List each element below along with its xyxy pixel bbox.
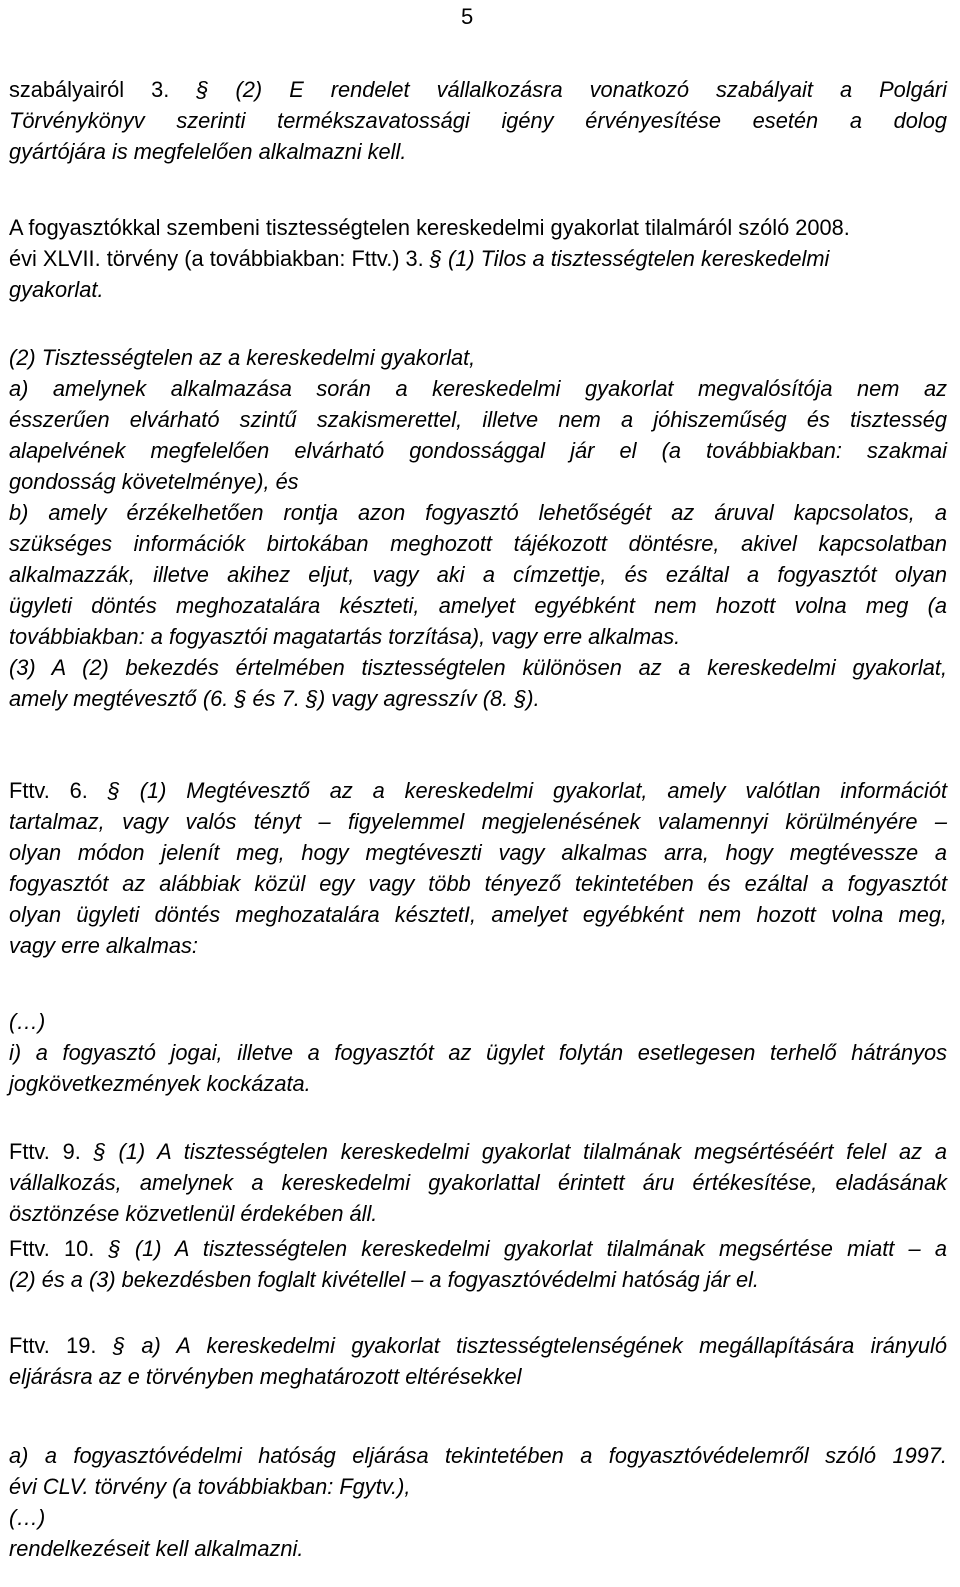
block-fttv-6: [9, 775, 947, 961]
text-line: [9, 899, 947, 930]
text-segment: alkalmazzák, illetve akihez eljut, vagy aki a címzettje, és ezáltal a fogyasztót olyan: [9, 562, 947, 587]
text-segment: § (1) A tisztességtelen kereskedelmi gyakorlat tilalmának megsértéséért felel az a: [93, 1139, 947, 1164]
text-segment: § (2) E rendelet vállalkozásra vonatkozó szabályait a Polgári: [196, 77, 947, 102]
text-line: [9, 243, 947, 274]
text-segment: gyártójára is megfelelően alkalmazni kell.: [9, 139, 407, 164]
text-segment: évi XLVII. törvény (a továbbiakban: Fttv.) 3.: [9, 246, 430, 271]
text-line: [9, 342, 947, 373]
block-rendelet: [9, 74, 947, 167]
text-segment: vagy erre alkalmas:: [9, 933, 198, 958]
text-segment: § (1) Megtévesztő az a kereskedelmi gyakorlat, amely valótlan információt: [107, 778, 948, 803]
text-segment: vállalkozás, amelynek a kereskedelmi gyakorlattal érintett áru értékesítése, eladásának: [9, 1170, 947, 1195]
text-segment: gondosság követelménye), és: [9, 469, 299, 494]
text-line: [9, 435, 947, 466]
block-fttv-6-i: [9, 1006, 947, 1099]
text-segment: Fttv. 6.: [9, 778, 108, 803]
text-line: [9, 136, 947, 167]
text-segment: (…): [9, 1009, 46, 1034]
block-fttv-10: [9, 1233, 947, 1295]
text-segment: ügyleti döntés meghozatalára készteti, amelyet egyébként nem hozott volna meg (a: [9, 593, 947, 618]
text-segment: szabályairól 3.: [9, 77, 197, 102]
text-segment: a) a fogyasztóvédelmi hatóság eljárása tekintetében a fogyasztóvédelemről szóló 1997.: [9, 1443, 947, 1468]
text-line: [9, 466, 947, 497]
text-segment: olyan ügyleti döntés meghozatalára késztetI, amelyet egyébként nem hozott volna meg,: [9, 902, 947, 927]
text-segment: (2) és a (3) bekezdésben foglalt kivétellel – a fogyasztóvédelmi hatóság jár el.: [9, 1267, 759, 1292]
text-line: [9, 404, 947, 435]
text-segment: szükséges információk birtokában meghozott tájékozott döntésre, akivel kapcsolatban: [9, 531, 947, 556]
text-segment: ösztönzése közvetlenül érdekében áll.: [9, 1201, 378, 1226]
text-line: [9, 930, 947, 961]
text-segment: ésszerűen elvárható szintű szakismerettel, illetve nem a jóhiszeműség és tisztesség: [9, 407, 947, 432]
text-segment: tartalmaz, vagy valós tényt – figyelemmel megjelenésének valamennyi körülményére –: [9, 809, 947, 834]
text-line: [9, 775, 947, 806]
text-segment: olyan módon jelenít meg, hogy megtéveszti vagy alkalmas arra, hogy megtévessze a: [9, 840, 947, 865]
block-fttv-19-a: [9, 1440, 947, 1564]
text-segment: b) amely érzékelhetően rontja azon fogyasztó lehetőségét az áruval kapcsolatos, a: [9, 500, 947, 525]
text-line: [9, 1264, 947, 1295]
text-segment: § (1) Tilos a tisztességtelen kereskedelmi: [429, 246, 830, 271]
text-line: [9, 497, 947, 528]
text-line: [9, 1533, 947, 1564]
text-line: [9, 590, 947, 621]
text-segment: i) a fogyasztó jogai, illetve a fogyasztót az ügylet folytán esetlegesen terhelő hátrányos: [9, 1040, 947, 1065]
text-line: [9, 1068, 947, 1099]
text-segment: Fttv. 10.: [9, 1236, 109, 1261]
text-line: [9, 1440, 947, 1471]
text-line: [9, 837, 947, 868]
text-line: [9, 1037, 947, 1068]
text-line: [9, 1198, 947, 1229]
text-segment: évi CLV. törvény (a továbbiakban: Fgytv.),: [9, 1474, 411, 1499]
text-segment: a) amelynek alkalmazása során a kereskedelmi gyakorlat megvalósítója nem az: [9, 376, 947, 401]
text-line: [9, 105, 947, 136]
text-segment: fogyasztót az alábbiak közül egy vagy több tényező tekintetében és ezáltal a fogyasztót: [9, 871, 947, 896]
text-line: [9, 621, 947, 652]
text-line: [9, 652, 947, 683]
page-number: 5: [461, 4, 474, 29]
text-line: [9, 559, 947, 590]
text-line: [9, 868, 947, 899]
text-segment: rendelkezéseit kell alkalmazni.: [9, 1536, 304, 1561]
block-fttv-3-2: [9, 342, 947, 714]
text-segment: § a) A kereskedelmi gyakorlat tisztességtelenségének megállapítására irányuló: [112, 1333, 947, 1358]
text-segment: §) vagy agresszív (8.: [305, 686, 515, 711]
text-segment: továbbiakban: a fogyasztói magatartás torzítása), vagy erre alkalmas.: [9, 624, 681, 649]
text-line: [9, 274, 947, 305]
text-line: [9, 373, 947, 404]
text-line: [9, 528, 947, 559]
text-segment: (3) A (2) bekezdés értelmében tisztességtelen különösen az a kereskedelmi gyakorlat,: [9, 655, 947, 680]
text-line: [9, 1502, 947, 1533]
text-line: [9, 1136, 947, 1167]
text-segment: Fttv. 19.: [9, 1333, 113, 1358]
text-segment: § (1) A tisztességtelen kereskedelmi gyakorlat tilalmának megsértése miatt – a: [108, 1236, 947, 1261]
text-line: [9, 1330, 947, 1361]
text-segment: (2) Tisztességtelen az a kereskedelmi gyakorlat,: [9, 345, 476, 370]
text-segment: Törvénykönyv szerinti termékszavatossági igény érvényesítése esetén a dolog: [9, 108, 947, 133]
text-segment: §).: [514, 686, 540, 711]
text-line: [9, 806, 947, 837]
block-fttv-intro: [9, 212, 947, 305]
text-segment: jogkövetkezmények kockázata.: [9, 1071, 311, 1096]
text-line: [9, 1233, 947, 1264]
block-fttv-19: [9, 1330, 947, 1392]
text-segment: eljárásra az e törvényben meghatározott eltérésekkel: [9, 1364, 522, 1389]
text-line: [9, 1361, 947, 1392]
text-line: [9, 74, 947, 105]
text-segment: amely megtévesztő (6.: [9, 686, 235, 711]
block-fttv-9: [9, 1136, 947, 1229]
text-line: [9, 1471, 947, 1502]
text-segment: A fogyasztókkal szembeni tisztességtelen kereskedelmi gyakorlat tilalmáról szóló 2008.: [9, 215, 850, 240]
text-line: [9, 683, 947, 714]
text-line: [9, 1006, 947, 1037]
text-segment: (…): [9, 1505, 46, 1530]
text-line: [9, 212, 947, 243]
text-line: [9, 1167, 947, 1198]
text-segment: alapelvének megfelelően elvárható gondossággal jár el (a továbbiakban: szakmai: [9, 438, 947, 463]
text-segment: gyakorlat.: [9, 277, 104, 302]
text-segment: § és 7.: [234, 686, 306, 711]
text-segment: Fttv. 9.: [9, 1139, 94, 1164]
